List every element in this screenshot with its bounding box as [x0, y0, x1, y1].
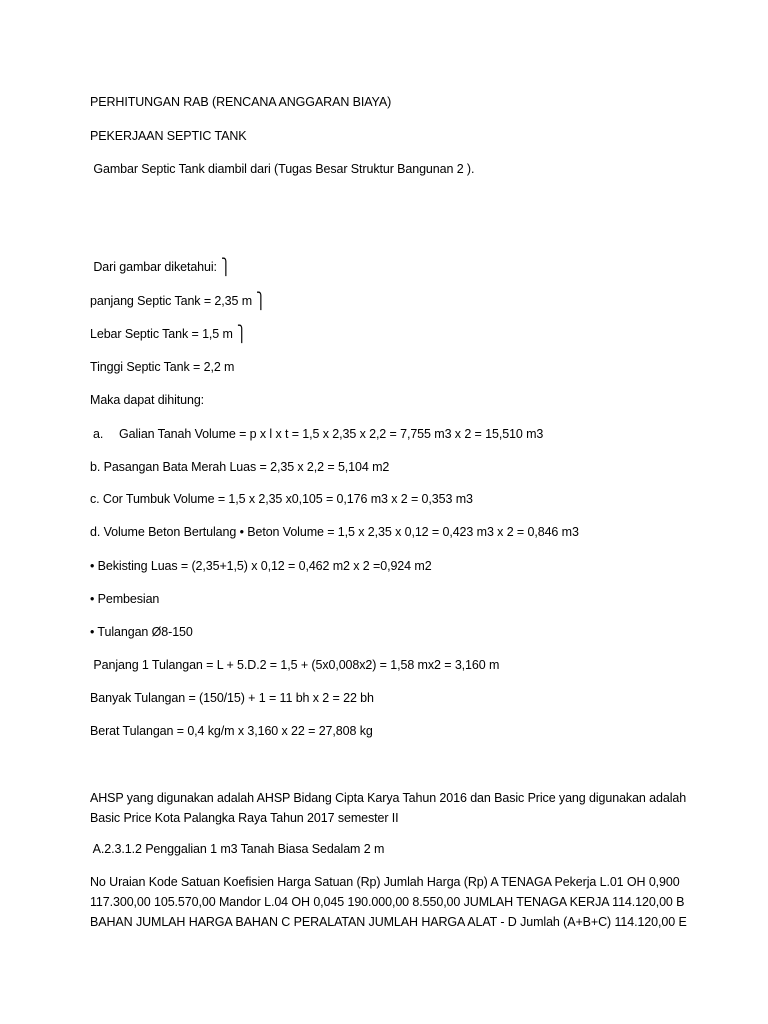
item-a-marker: a.: [93, 427, 104, 441]
item-d-line: d. Volume Beton Bertulang • Beton Volume = 1,5 x 2,35 x 0,12 = 0,423 m3 x 2 = 0,846 m3: [90, 525, 579, 539]
source-note: Gambar Septic Tank diambil dari (Tugas Besar Struktur Bangunan 2 ).: [90, 162, 475, 176]
panjang-line: [90, 293, 266, 309]
known-intro-text: Dari gambar diketahui:: [90, 260, 217, 274]
document-subtitle: PEKERJAAN SEPTIC TANK: [90, 129, 247, 143]
bracket-glyph: ⎫: [256, 291, 266, 310]
table-text-paragraph: No Uraian Kode Satuan Koefisien Harga Satuan (Rp) Jumlah Harga (Rp) A TENAGA Pekerja L.01 OH 0,900 117.300,00 105.570,00 Mandor L.04 OH 0,045 190.000,00 8.550,00 JUMLAH TENAGA KERJA 114.120,00 B BAHAN JUMLAH HARGA BAHAN C PERALATAN JUMLAH HARGA ALAT - D Jumlah (A+B+C) 114.120,00 E: [90, 875, 687, 929]
document-title: PERHITUNGAN RAB (RENCANA ANGGARAN BIAYA): [90, 95, 392, 109]
item-c-line: c. Cor Tumbuk Volume = 1,5 x 2,35 x0,105 = 0,176 m3 x 2 = 0,353 m3: [90, 492, 473, 506]
lebar-text: Lebar Septic Tank = 1,5 m: [90, 327, 233, 341]
bracket-glyph: ⎫: [220, 257, 231, 276]
item-b-line: b. Pasangan Bata Merah Luas = 2,35 x 2,2 = 5,104 m2: [90, 460, 390, 474]
bracket-glyph: ⎫: [236, 324, 247, 343]
item-a-text: Galian Tanah Volume = p x l x t = 1,5 x 2,35 x 2,2 = 7,755 m3 x 2 = 15,510 m3: [119, 427, 544, 441]
panjang-text: panjang Septic Tank = 2,35 m: [90, 294, 253, 308]
known-intro: [90, 259, 231, 275]
item-a-line: [90, 426, 543, 442]
section-a-heading: A.2.3.1.2 Penggalian 1 m3 Tanah Biasa Sedalam 2 m: [90, 842, 385, 856]
ahsp-paragraph: AHSP yang digunakan adalah AHSP Bidang Cipta Karya Tahun 2016 dan Basic Price yang digunakan adalah Basic Price Kota Palangka Raya Tahun 2017 semester II: [90, 791, 687, 825]
pembesian-line: • Pembesian: [90, 592, 160, 606]
tinggi-line: Tinggi Septic Tank = 2,2 m: [90, 360, 235, 374]
panjang-tulangan-line: Panjang 1 Tulangan = L + 5.D.2 = 1,5 + (5x0,008x2) = 1,58 mx2 = 3,160 m: [90, 658, 500, 672]
banyak-tulangan-line: Banyak Tulangan = (150/15) + 1 = 11 bh x 2 = 22 bh: [90, 691, 374, 705]
berat-tulangan-line: Berat Tulangan = 0,4 kg/m x 3,160 x 22 = 27,808 kg: [90, 724, 373, 738]
lebar-line: [90, 326, 247, 342]
bekisting-line: • Bekisting Luas = (2,35+1,5) x 0,12 = 0,462 m2 x 2 =0,924 m2: [90, 559, 432, 573]
tulangan-line: • Tulangan Ø8-150: [90, 625, 193, 639]
maka-line: Maka dapat dihitung:: [90, 393, 205, 407]
